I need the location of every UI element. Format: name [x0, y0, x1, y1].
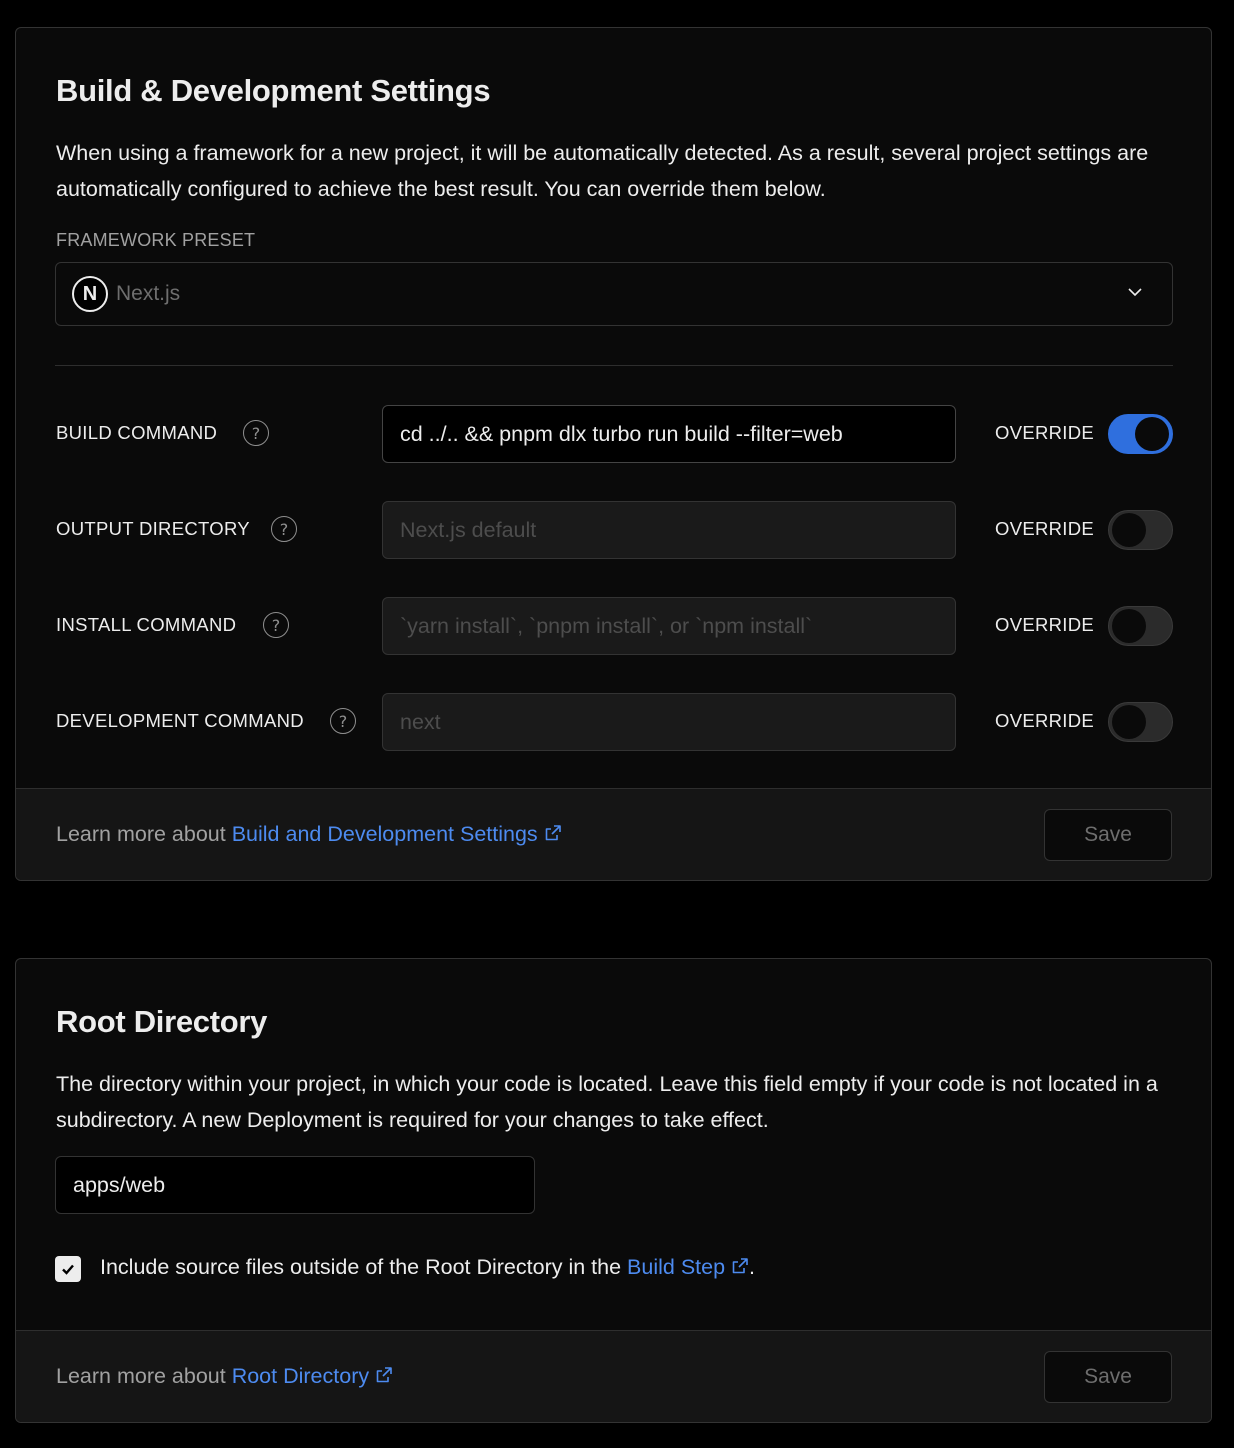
root-footer-prefix: Learn more about	[56, 1364, 232, 1388]
framework-preset-value: Next.js	[116, 282, 181, 305]
build-settings-docs-link-label[interactable]: Build and Development Settings	[231, 822, 538, 846]
install-command-override-label: OVERRIDE	[995, 614, 1095, 635]
include-source-files-label	[100, 1255, 755, 1280]
build-settings-docs-link[interactable]	[232, 822, 562, 846]
output-directory-override-toggle[interactable]	[1108, 510, 1173, 550]
install-command-input[interactable]: `yarn install`, `pnpm install`, or `npm install`	[382, 597, 956, 655]
root-directory-docs-link[interactable]	[232, 1364, 393, 1388]
external-link-icon[interactable]	[375, 1366, 393, 1384]
install-command-row	[16, 597, 1212, 655]
root-directory-title: Root Directory	[56, 1004, 268, 1039]
build-command-override-toggle[interactable]	[1108, 414, 1173, 454]
build-footer-text	[56, 822, 562, 847]
install-command-label: INSTALL COMMAND	[56, 614, 237, 635]
output-directory-override-label: OVERRIDE	[995, 518, 1095, 539]
build-step-docs-link[interactable]	[627, 1255, 749, 1279]
root-directory-save-button[interactable]: Save	[1044, 1351, 1172, 1403]
help-icon[interactable]: ?	[330, 708, 356, 734]
settings-divider	[55, 365, 1173, 366]
output-directory-label: OUTPUT DIRECTORY	[56, 518, 250, 539]
include-source-files-checkbox[interactable]	[55, 1256, 81, 1282]
build-command-label: BUILD COMMAND	[56, 422, 218, 443]
build-settings-footer	[16, 788, 1212, 880]
root-directory-input[interactable]: apps/web	[55, 1156, 535, 1214]
include-source-files-text: Include source files outside of the Root Directory in the	[100, 1255, 628, 1279]
root-directory-card	[15, 958, 1212, 1423]
nextjs-logo-icon: N	[72, 276, 108, 312]
build-settings-description: When using a framework for a new project, it will be automatically detected. As a result, several project settings are automatically configured to achieve the best result. You can override them below.	[56, 141, 1149, 201]
framework-preset-select[interactable]	[55, 262, 1173, 326]
development-command-label: DEVELOPMENT COMMAND	[56, 710, 304, 731]
development-command-row	[16, 693, 1212, 751]
install-command-override-toggle[interactable]	[1108, 606, 1173, 646]
toggle-knob	[1112, 513, 1146, 547]
development-command-override-toggle[interactable]	[1108, 702, 1173, 742]
external-link-icon[interactable]	[731, 1257, 749, 1275]
chevron-down-icon	[1128, 285, 1142, 299]
checkmark-icon	[60, 1261, 76, 1277]
toggle-knob	[1135, 417, 1169, 451]
root-directory-footer	[16, 1330, 1212, 1422]
development-command-input[interactable]: next	[382, 693, 956, 751]
build-step-link-label[interactable]: Build Step	[627, 1255, 726, 1279]
build-command-row	[16, 405, 1212, 463]
output-directory-row	[16, 501, 1212, 559]
build-settings-card	[15, 27, 1212, 881]
help-icon[interactable]: ?	[263, 612, 289, 638]
toggle-knob	[1112, 609, 1146, 643]
root-footer-text	[56, 1364, 393, 1389]
build-command-override-label: OVERRIDE	[995, 422, 1095, 443]
development-command-override-label: OVERRIDE	[995, 710, 1095, 731]
build-footer-prefix: Learn more about	[56, 822, 232, 846]
help-icon[interactable]: ?	[243, 420, 269, 446]
include-source-files-suffix: .	[749, 1255, 756, 1279]
external-link-icon[interactable]	[544, 824, 562, 842]
framework-preset-label: FRAMEWORK PRESET	[56, 230, 256, 250]
build-command-input[interactable]: cd ../.. && pnpm dlx turbo run build --filter=web	[382, 405, 956, 463]
build-settings-save-button[interactable]: Save	[1044, 809, 1172, 861]
root-directory-description: The directory within your project, in which your code is located. Leave this field empty if your code is not located in a subdirectory. A new Deployment is required for your changes to take effect.	[56, 1072, 1158, 1132]
toggle-knob	[1112, 705, 1146, 739]
output-directory-input[interactable]: Next.js default	[382, 501, 956, 559]
build-settings-title: Build & Development Settings	[56, 73, 491, 108]
root-directory-docs-link-label[interactable]: Root Directory	[231, 1364, 370, 1388]
help-icon[interactable]: ?	[271, 516, 297, 542]
